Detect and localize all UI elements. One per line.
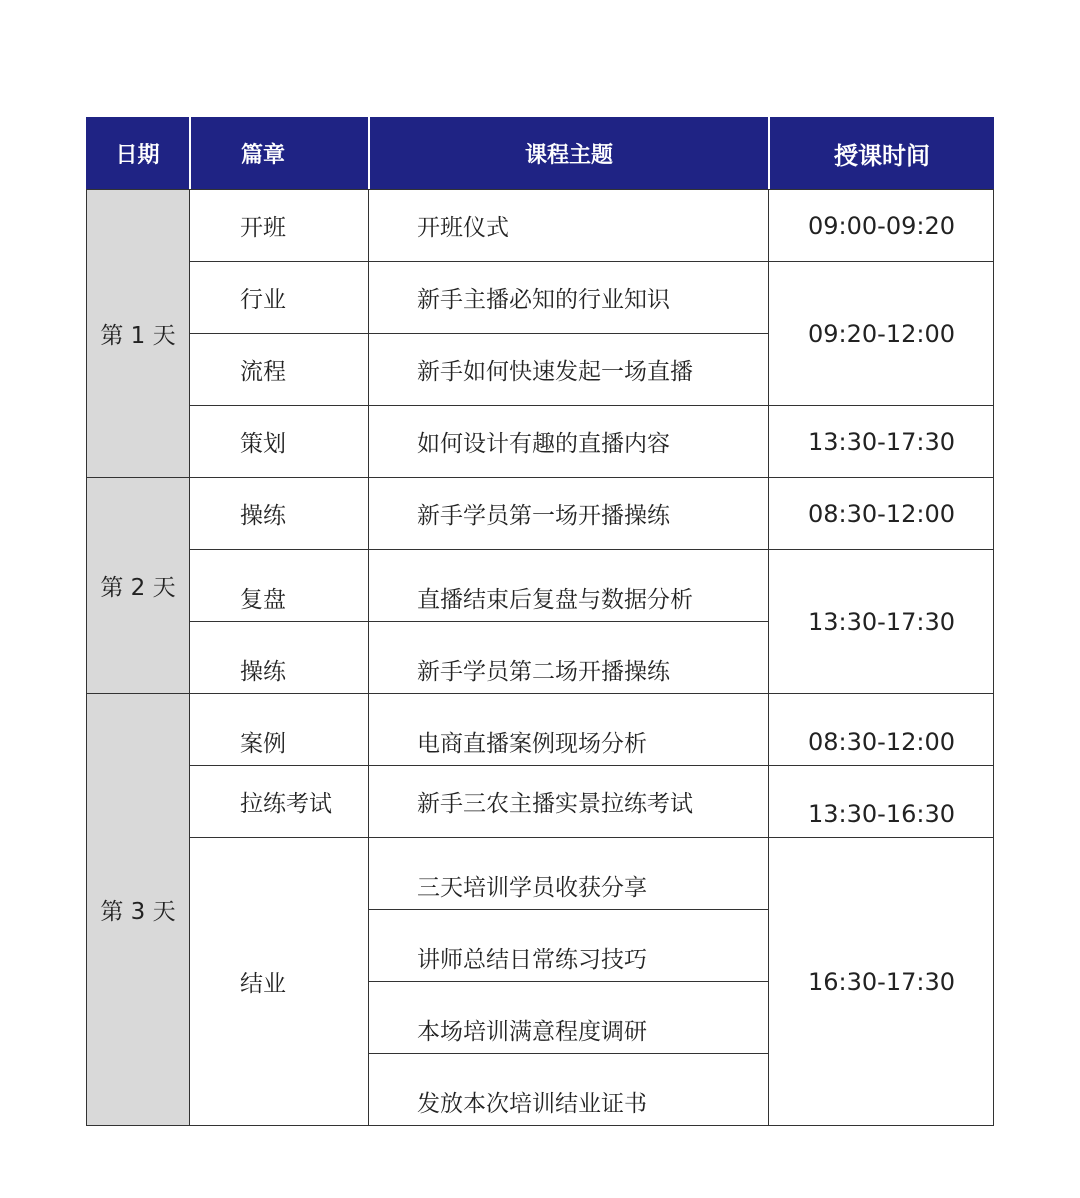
day-1-cell: 第 1 天 bbox=[86, 189, 189, 477]
topic-cell: 三天培训学员收获分享 bbox=[368, 837, 768, 909]
topic-cell: 新手学员第一场开播操练 bbox=[368, 477, 768, 549]
day-3-cell: 第 3 天 bbox=[86, 693, 189, 1125]
topic-cell: 新手三农主播实景拉练考试 bbox=[368, 765, 768, 837]
chapter-cell: 流程 bbox=[189, 333, 368, 405]
time-cell: 13:30-16:30 bbox=[768, 765, 994, 837]
chapter-cell: 案例 bbox=[189, 693, 368, 765]
topic-cell: 新手学员第二场开播操练 bbox=[368, 621, 768, 693]
topic-cell: 如何设计有趣的直播内容 bbox=[368, 405, 768, 477]
chapter-cell: 复盘 bbox=[189, 549, 368, 621]
chapter-cell: 操练 bbox=[189, 477, 368, 549]
time-cell: 13:30-17:30 bbox=[768, 405, 994, 477]
schedule-table bbox=[86, 117, 994, 1126]
topic-cell: 开班仪式 bbox=[368, 189, 768, 261]
chapter-cell: 行业 bbox=[189, 261, 368, 333]
time-cell: 09:20-12:00 bbox=[768, 261, 994, 405]
time-cell: 08:30-12:00 bbox=[768, 477, 994, 549]
header-date: 日期 bbox=[86, 117, 189, 189]
time-cell: 13:30-17:30 bbox=[768, 549, 994, 693]
time-cell: 08:30-12:00 bbox=[768, 693, 994, 765]
header-topic: 课程主题 bbox=[368, 117, 768, 189]
time-cell: 16:30-17:30 bbox=[768, 837, 994, 1125]
topic-cell: 讲师总结日常练习技巧 bbox=[368, 909, 768, 981]
chapter-cell: 拉练考试 bbox=[189, 765, 368, 837]
topic-cell: 新手如何快速发起一场直播 bbox=[368, 333, 768, 405]
topic-cell: 本场培训满意程度调研 bbox=[368, 981, 768, 1053]
header-chapter: 篇章 bbox=[189, 117, 368, 189]
topic-cell: 发放本次培训结业证书 bbox=[368, 1053, 768, 1125]
chapter-cell: 开班 bbox=[189, 189, 368, 261]
topic-cell: 电商直播案例现场分析 bbox=[368, 693, 768, 765]
header-time: 授课时间 bbox=[768, 117, 994, 189]
chapter-cell: 策划 bbox=[189, 405, 368, 477]
day-2-cell: 第 2 天 bbox=[86, 477, 189, 693]
chapter-cell: 操练 bbox=[189, 621, 368, 693]
time-cell: 09:00-09:20 bbox=[768, 189, 994, 261]
topic-cell: 直播结束后复盘与数据分析 bbox=[368, 549, 768, 621]
topic-cell: 新手主播必知的行业知识 bbox=[368, 261, 768, 333]
chapter-cell: 结业 bbox=[189, 837, 368, 1125]
